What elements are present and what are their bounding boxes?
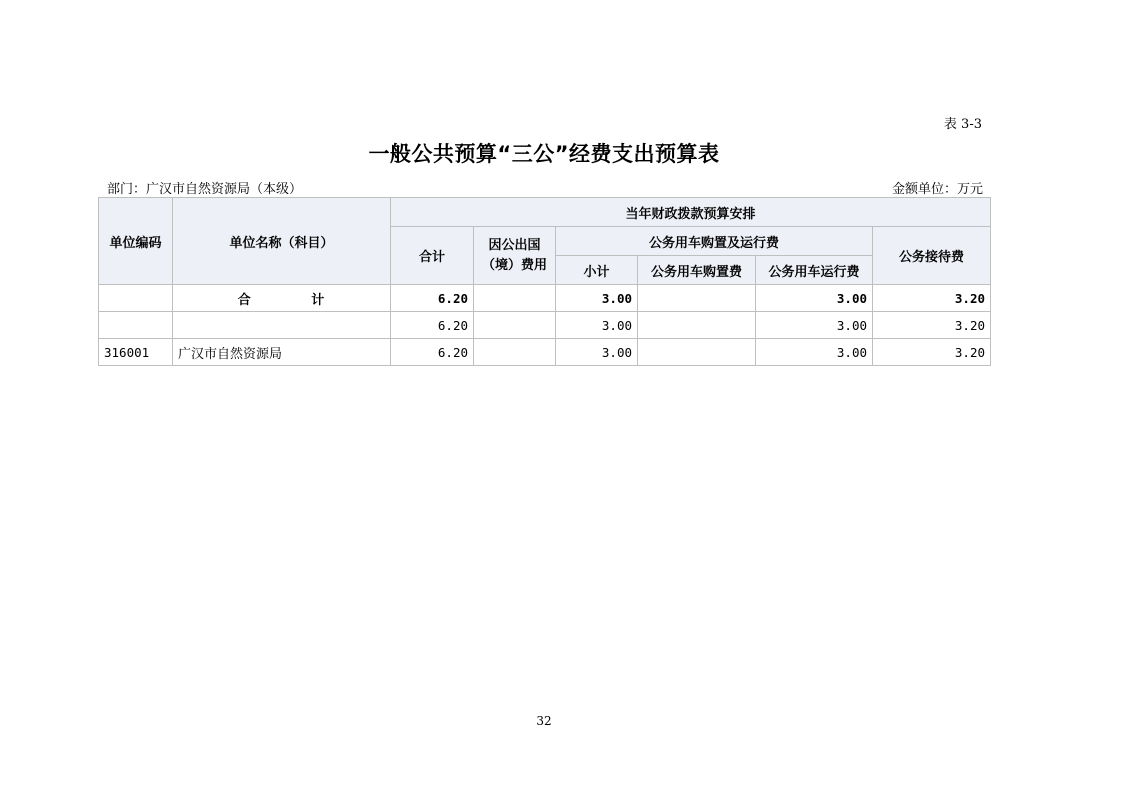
header-unit-code: 单位编码 — [99, 198, 173, 285]
currency-unit-label: 金额单位：万元 — [891, 182, 983, 197]
header-abroad-line1: 因公出国 — [488, 237, 541, 253]
cell-name: 广汉市自然资源局 — [173, 339, 391, 366]
cell-abroad — [474, 339, 556, 366]
cell-vehicle-operation: 3.00 — [756, 339, 873, 366]
page-title: 一般公共预算“三公”经费支出预算表 — [368, 142, 720, 166]
header-reception: 公务接待费 — [873, 227, 991, 285]
cell-code: 316001 — [99, 339, 173, 366]
header-current-year-group: 当年财政拨款预算安排 — [391, 198, 991, 227]
cell-subtotal: 3.00 — [556, 312, 638, 339]
cell-total: 6.20 — [391, 285, 474, 312]
cell-total: 6.20 — [391, 339, 474, 366]
header-abroad-line2: （境）费用 — [481, 257, 547, 273]
header-unit-name: 单位名称（科目） — [173, 198, 391, 285]
cell-reception: 3.20 — [873, 339, 991, 366]
table-number: 表 3-3 — [943, 117, 982, 132]
cell-subtotal: 3.00 — [556, 285, 638, 312]
cell-vehicle-operation: 3.00 — [756, 312, 873, 339]
cell-vehicle-purchase — [638, 285, 756, 312]
cell-name: 合 计 — [173, 285, 391, 312]
table-row-total — [99, 285, 991, 312]
table-row — [99, 312, 991, 339]
header-vehicle-group: 公务用车购置及运行费 — [556, 227, 873, 256]
cell-reception: 3.20 — [873, 312, 991, 339]
header-subtotal: 小计 — [556, 256, 638, 285]
header-vehicle-purchase: 公务用车购置费 — [638, 256, 756, 285]
cell-reception: 3.20 — [873, 285, 991, 312]
cell-abroad — [474, 285, 556, 312]
cell-vehicle-purchase — [638, 339, 756, 366]
header-abroad-expense — [474, 227, 556, 285]
header-total: 合计 — [391, 227, 474, 285]
cell-vehicle-operation: 3.00 — [756, 285, 873, 312]
cell-vehicle-purchase — [638, 312, 756, 339]
cell-subtotal: 3.00 — [556, 339, 638, 366]
page-number: 32 — [536, 714, 552, 728]
table-row — [99, 339, 991, 366]
cell-code — [99, 285, 173, 312]
department-label: 部门：广汉市自然资源局（本级） — [107, 182, 303, 197]
budget-table — [98, 197, 991, 366]
header-vehicle-operation: 公务用车运行费 — [756, 256, 873, 285]
cell-code — [99, 312, 173, 339]
cell-abroad — [474, 312, 556, 339]
cell-total: 6.20 — [391, 312, 474, 339]
cell-name — [173, 312, 391, 339]
